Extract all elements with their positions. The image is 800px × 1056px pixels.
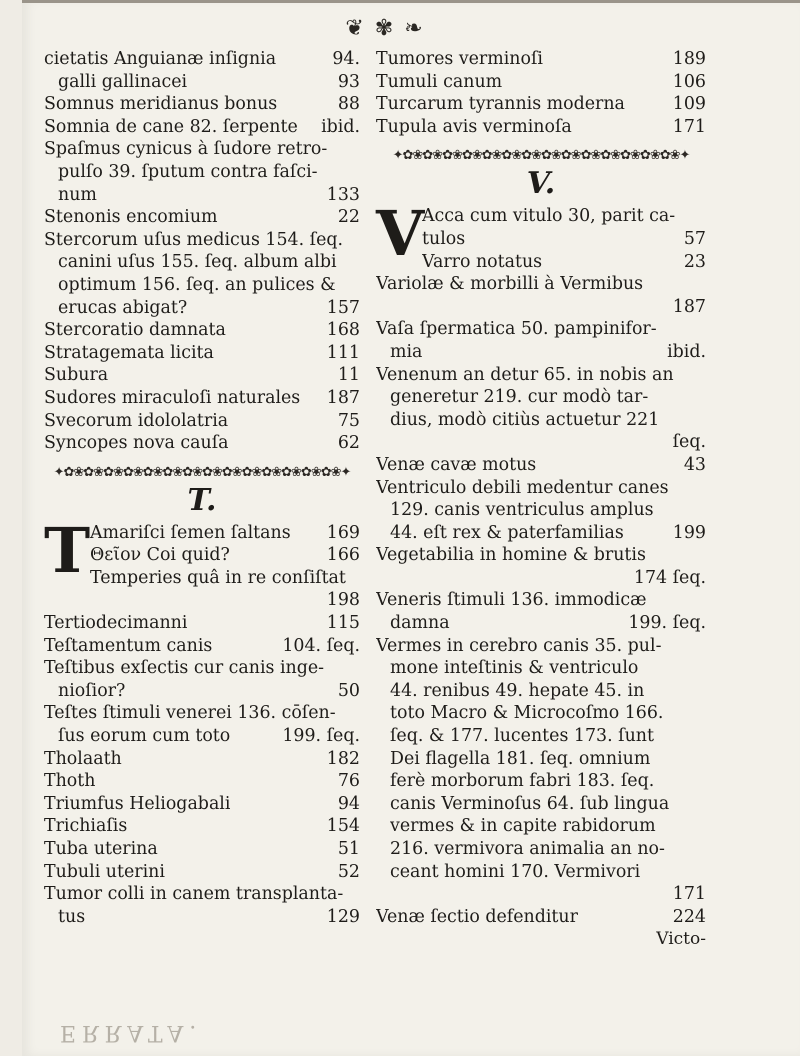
entry-text: vermes & in capite rabidorum bbox=[390, 816, 656, 837]
entry-page-ref: 88 bbox=[337, 94, 360, 115]
dropcap-letter: V bbox=[376, 197, 425, 271]
entry-text: toto Macro & Microcoſmo 166. bbox=[390, 703, 664, 724]
index-entry bbox=[44, 861, 360, 884]
index-entry bbox=[44, 793, 360, 816]
entry-page-ref: ibid. bbox=[667, 341, 706, 362]
entry-page-ref: 104. ſeq. bbox=[282, 635, 360, 656]
entry-text: Spaſmus cynicus à ſudore retro- bbox=[44, 139, 328, 160]
index-entry bbox=[376, 273, 706, 296]
entry-page-ref: 62 bbox=[337, 433, 360, 454]
index-entry bbox=[44, 229, 360, 252]
entry-page-ref: 52 bbox=[337, 861, 360, 882]
section-heading-v: V. bbox=[526, 166, 556, 202]
index-entry bbox=[44, 770, 360, 793]
index-entry bbox=[44, 725, 360, 748]
index-entry bbox=[44, 838, 360, 861]
index-entry bbox=[44, 116, 360, 139]
entry-page-ref: 187 bbox=[672, 296, 706, 317]
entry-text: ſus eorum cum toto bbox=[58, 726, 231, 747]
index-entry bbox=[376, 635, 706, 658]
entry-text: Tumuli canum bbox=[376, 71, 503, 92]
entry-text: 216. vermivora animalia an no- bbox=[390, 839, 665, 859]
index-entry bbox=[376, 364, 706, 387]
entry-text: Somnia de cane 82. ſerpente bbox=[44, 116, 298, 137]
entry-text: Venæ ſectio defenditur bbox=[376, 906, 578, 927]
entry-text: pulſo 39. ſputum contra faſci- bbox=[58, 161, 318, 182]
dropcap-block-t bbox=[44, 513, 360, 590]
entry-text: ferè morborum fabri 183. ſeq. bbox=[390, 771, 655, 792]
entry-text: Vegetabilia in homine & brutis bbox=[376, 545, 646, 566]
index-entry bbox=[44, 93, 360, 116]
entry-page-ref: 57 bbox=[683, 228, 706, 249]
index-entry bbox=[44, 297, 360, 320]
index-entry bbox=[44, 161, 360, 184]
index-entry bbox=[44, 274, 360, 297]
index-entry bbox=[44, 251, 360, 274]
entry-text: Venæ cavæ motus bbox=[376, 454, 537, 475]
index-entry bbox=[376, 522, 706, 545]
entry-text: Teſtes ſtimuli venerei 136. cōſen- bbox=[44, 703, 336, 724]
entry-text: Vaſa ſpermatica 50. pampinifor- bbox=[376, 319, 657, 340]
index-entry bbox=[44, 364, 360, 387]
entry-text: Tumores verminoſi bbox=[376, 49, 543, 69]
entry-text: Venenum an detur 65. in nobis an bbox=[376, 364, 674, 385]
index-entry bbox=[44, 702, 360, 725]
entry-text: mia bbox=[390, 341, 423, 362]
index-entry bbox=[44, 319, 360, 342]
entry-page-ref: 171 bbox=[672, 884, 706, 905]
entry-text: Dei flagella 181. ſeq. omnium bbox=[390, 748, 651, 769]
index-entries-t-cont bbox=[376, 48, 706, 138]
entry-page-ref: 50 bbox=[337, 680, 360, 701]
entry-page-ref: 115 bbox=[326, 613, 360, 634]
entry-text: Sudores miraculoſi naturales bbox=[44, 387, 301, 408]
index-entry bbox=[44, 138, 360, 161]
entry-text: Tumor colli in canem transplanta- bbox=[44, 884, 344, 905]
entry-text: cietatis Anguianæ inſignia bbox=[44, 49, 277, 69]
right-column bbox=[376, 48, 706, 950]
show-through-text: ERRATA. bbox=[60, 1020, 203, 1045]
index-entry bbox=[376, 544, 706, 567]
index-entry bbox=[44, 748, 360, 771]
entry-text: num bbox=[58, 184, 97, 205]
index-entry bbox=[44, 567, 360, 590]
entry-text: Vermes in cerebro canis 35. pul- bbox=[376, 635, 662, 656]
index-entry bbox=[44, 544, 360, 567]
entry-text: Teſtibus exſectis cur canis inge- bbox=[44, 658, 325, 679]
index-entry bbox=[376, 409, 706, 432]
entry-text: tus bbox=[58, 906, 86, 927]
entry-page-ref: 189 bbox=[672, 49, 706, 69]
catchword: Victo- bbox=[656, 929, 706, 950]
index-entry bbox=[376, 612, 706, 635]
index-entry bbox=[376, 431, 706, 454]
index-entry bbox=[376, 116, 706, 139]
index-entry bbox=[44, 206, 360, 229]
index-entry bbox=[376, 725, 706, 748]
index-entry bbox=[376, 770, 706, 793]
index-entry bbox=[376, 748, 706, 771]
index-entry bbox=[376, 251, 706, 274]
entry-page-ref: 94 bbox=[337, 793, 360, 814]
index-entry bbox=[44, 815, 360, 838]
entry-page-ref: 111 bbox=[326, 342, 360, 363]
entry-page-ref: 198 bbox=[326, 590, 360, 611]
index-entry bbox=[376, 454, 706, 477]
entry-page-ref: 75 bbox=[337, 410, 360, 431]
entry-text: ſeq. & 177. lucentes 173. ſunt bbox=[390, 726, 654, 747]
entry-text: 129. canis ventriculus amplus bbox=[390, 500, 654, 521]
entry-text: dius, modò citiùs actuetur 221 bbox=[390, 409, 660, 430]
index-entry bbox=[376, 906, 706, 929]
entry-text: Subura bbox=[44, 365, 109, 386]
section-divider-ornament: ✦✿❀✿❀✿❀✿❀✿❀✿❀✿❀✿❀✿❀✿❀✿❀✿❀✿❀✿❀✦ bbox=[392, 148, 690, 164]
entry-page-ref: 174 ſeq. bbox=[633, 567, 706, 588]
index-entry bbox=[376, 680, 706, 703]
entry-page-ref: 43 bbox=[683, 454, 706, 475]
entry-page-ref: 171 bbox=[672, 116, 706, 137]
entry-text: 44. eſt rex & paterfamilias bbox=[390, 522, 624, 543]
index-entry bbox=[376, 567, 706, 590]
dropcap-letter: T bbox=[44, 513, 91, 587]
index-entry bbox=[44, 883, 360, 906]
index-entry bbox=[44, 71, 360, 94]
index-entry bbox=[376, 861, 706, 884]
entry-page-ref: 182 bbox=[326, 748, 360, 769]
entry-text: nioſior? bbox=[58, 680, 126, 701]
entry-text: Somnus meridianus bonus bbox=[44, 94, 278, 115]
entry-page-ref: 154 bbox=[326, 816, 360, 837]
entry-page-ref: 22 bbox=[337, 207, 360, 228]
index-entry bbox=[376, 657, 706, 680]
entry-page-ref: ſeq. bbox=[672, 432, 706, 453]
entry-text: Stenonis encomium bbox=[44, 207, 218, 228]
entry-page-ref: 168 bbox=[326, 320, 360, 341]
entry-text: Stercorum uſus medicus 154. ſeq. bbox=[44, 229, 344, 250]
entry-page-ref: 94. bbox=[332, 49, 360, 69]
entry-text: Stercoratio damnata bbox=[44, 320, 226, 341]
index-entry bbox=[376, 883, 706, 906]
left-column bbox=[44, 48, 360, 928]
entry-text: Trichiaſis bbox=[44, 816, 128, 837]
entry-text: Triumfus Heliogabali bbox=[44, 793, 231, 814]
index-entries-v bbox=[376, 273, 706, 928]
page-top-edge bbox=[22, 0, 800, 3]
entry-text: Stratagemata licita bbox=[44, 342, 214, 363]
index-entry bbox=[44, 906, 360, 929]
entry-text: Variolæ & morbilli à Vermibus bbox=[376, 274, 644, 295]
index-entry bbox=[44, 589, 360, 612]
index-entries-v-cap bbox=[376, 197, 706, 273]
entry-page-ref: 199 bbox=[672, 522, 706, 543]
entry-page-ref: 109 bbox=[672, 94, 706, 115]
index-entries-t bbox=[44, 589, 360, 928]
entry-page-ref: 129 bbox=[326, 906, 360, 927]
entry-text: damna bbox=[390, 613, 450, 634]
index-entry bbox=[376, 318, 706, 341]
entry-text: canis Verminoſus 64. ſub lingua bbox=[390, 793, 670, 814]
entry-page-ref: 93 bbox=[337, 71, 360, 92]
dropcap-block-v bbox=[376, 197, 706, 273]
entry-page-ref: 199. ſeq. bbox=[282, 726, 360, 747]
entry-page-ref: 23 bbox=[683, 251, 706, 272]
entry-text: canini uſus 155. ſeq. album albi bbox=[58, 252, 337, 273]
entry-text: Temperies quâ in re conſiſtat bbox=[90, 567, 346, 588]
index-entry bbox=[44, 612, 360, 635]
entry-text: Θεῖον Coi quid? bbox=[90, 545, 230, 566]
entry-page-ref: 133 bbox=[326, 184, 360, 205]
entry-text: Tubuli uterini bbox=[44, 861, 165, 882]
index-entry bbox=[376, 589, 706, 612]
index-entry bbox=[376, 499, 706, 522]
entry-text: Thoth bbox=[44, 771, 96, 792]
entry-text: Syncopes nova cauſa bbox=[44, 433, 229, 454]
entry-text: Varro notatus bbox=[422, 251, 543, 272]
index-entry bbox=[376, 93, 706, 116]
entry-text: galli gallinacei bbox=[58, 71, 188, 92]
index-entries-s bbox=[44, 48, 360, 455]
entry-page-ref: 199. ſeq. bbox=[628, 613, 706, 634]
entry-text: Tertiodecimanni bbox=[44, 613, 188, 634]
index-entry bbox=[44, 387, 360, 410]
index-entry bbox=[44, 657, 360, 680]
entry-text: Acca cum vitulo 30, parit ca- bbox=[422, 206, 676, 227]
index-entry bbox=[376, 71, 706, 94]
entry-text: Ventriculo debili medentur canes bbox=[376, 477, 669, 498]
index-entry bbox=[44, 522, 360, 545]
entry-text: ceant homini 170. Vermivori bbox=[390, 861, 641, 882]
entry-page-ref: 11 bbox=[337, 365, 360, 386]
section-heading-t: T. bbox=[187, 482, 217, 518]
index-entry bbox=[376, 793, 706, 816]
index-entry bbox=[44, 410, 360, 433]
entry-page-ref: 224 bbox=[672, 906, 706, 927]
entry-text: erucas abigat? bbox=[58, 297, 188, 318]
entry-text: optimum 156. ſeq. an pulices & bbox=[58, 274, 336, 295]
entry-text: Veneris ſtimuli 136. immodicæ bbox=[376, 590, 647, 611]
entry-text: Teſtamentum canis bbox=[44, 635, 213, 656]
entry-page-ref: 187 bbox=[326, 387, 360, 408]
entry-text: Svecorum idololatria bbox=[44, 410, 229, 431]
entry-text: tulos bbox=[422, 228, 466, 249]
index-entry bbox=[376, 477, 706, 500]
header-ornament: ❦ ✾ ❧ bbox=[345, 16, 425, 41]
entry-page-ref: 169 bbox=[326, 522, 360, 543]
entry-page-ref: 51 bbox=[337, 839, 360, 859]
index-entry bbox=[44, 680, 360, 703]
index-entry bbox=[376, 296, 706, 319]
index-entry bbox=[44, 48, 360, 71]
index-entry bbox=[376, 205, 706, 228]
entry-text: generetur 219. cur modò tar- bbox=[390, 387, 649, 408]
entry-text: mone inteſtinis & ventriculo bbox=[390, 658, 639, 679]
entry-page-ref: 76 bbox=[337, 771, 360, 792]
entry-page-ref: 166 bbox=[326, 545, 360, 566]
index-entry bbox=[44, 342, 360, 365]
entry-text: Tuba uterina bbox=[44, 839, 158, 859]
index-entry bbox=[376, 386, 706, 409]
entry-text: Amariſci ſemen ſaltans bbox=[90, 522, 291, 543]
entry-page-ref: 106 bbox=[672, 71, 706, 92]
entry-text: Tholaath bbox=[44, 748, 122, 769]
entry-page-ref: ibid. bbox=[321, 116, 360, 137]
entry-text: Tupula avis verminoſa bbox=[376, 116, 572, 137]
entry-text: Turcarum tyrannis moderna bbox=[376, 94, 625, 115]
index-entry bbox=[376, 838, 706, 861]
index-entry bbox=[376, 815, 706, 838]
index-entry bbox=[376, 228, 706, 251]
entry-page-ref: 157 bbox=[326, 297, 360, 318]
index-entry bbox=[376, 702, 706, 725]
section-divider-ornament: ✦✿❀✿❀✿❀✿❀✿❀✿❀✿❀✿❀✿❀✿❀✿❀✿❀✿❀✿❀✦ bbox=[53, 464, 351, 480]
index-entry bbox=[44, 184, 360, 207]
index-entry bbox=[44, 635, 360, 658]
index-entry bbox=[376, 48, 706, 71]
index-entries-t-cap bbox=[44, 513, 360, 590]
index-entry bbox=[44, 432, 360, 455]
entry-text: 44. renibus 49. hepate 45. in bbox=[390, 680, 645, 701]
index-entry bbox=[376, 341, 706, 364]
